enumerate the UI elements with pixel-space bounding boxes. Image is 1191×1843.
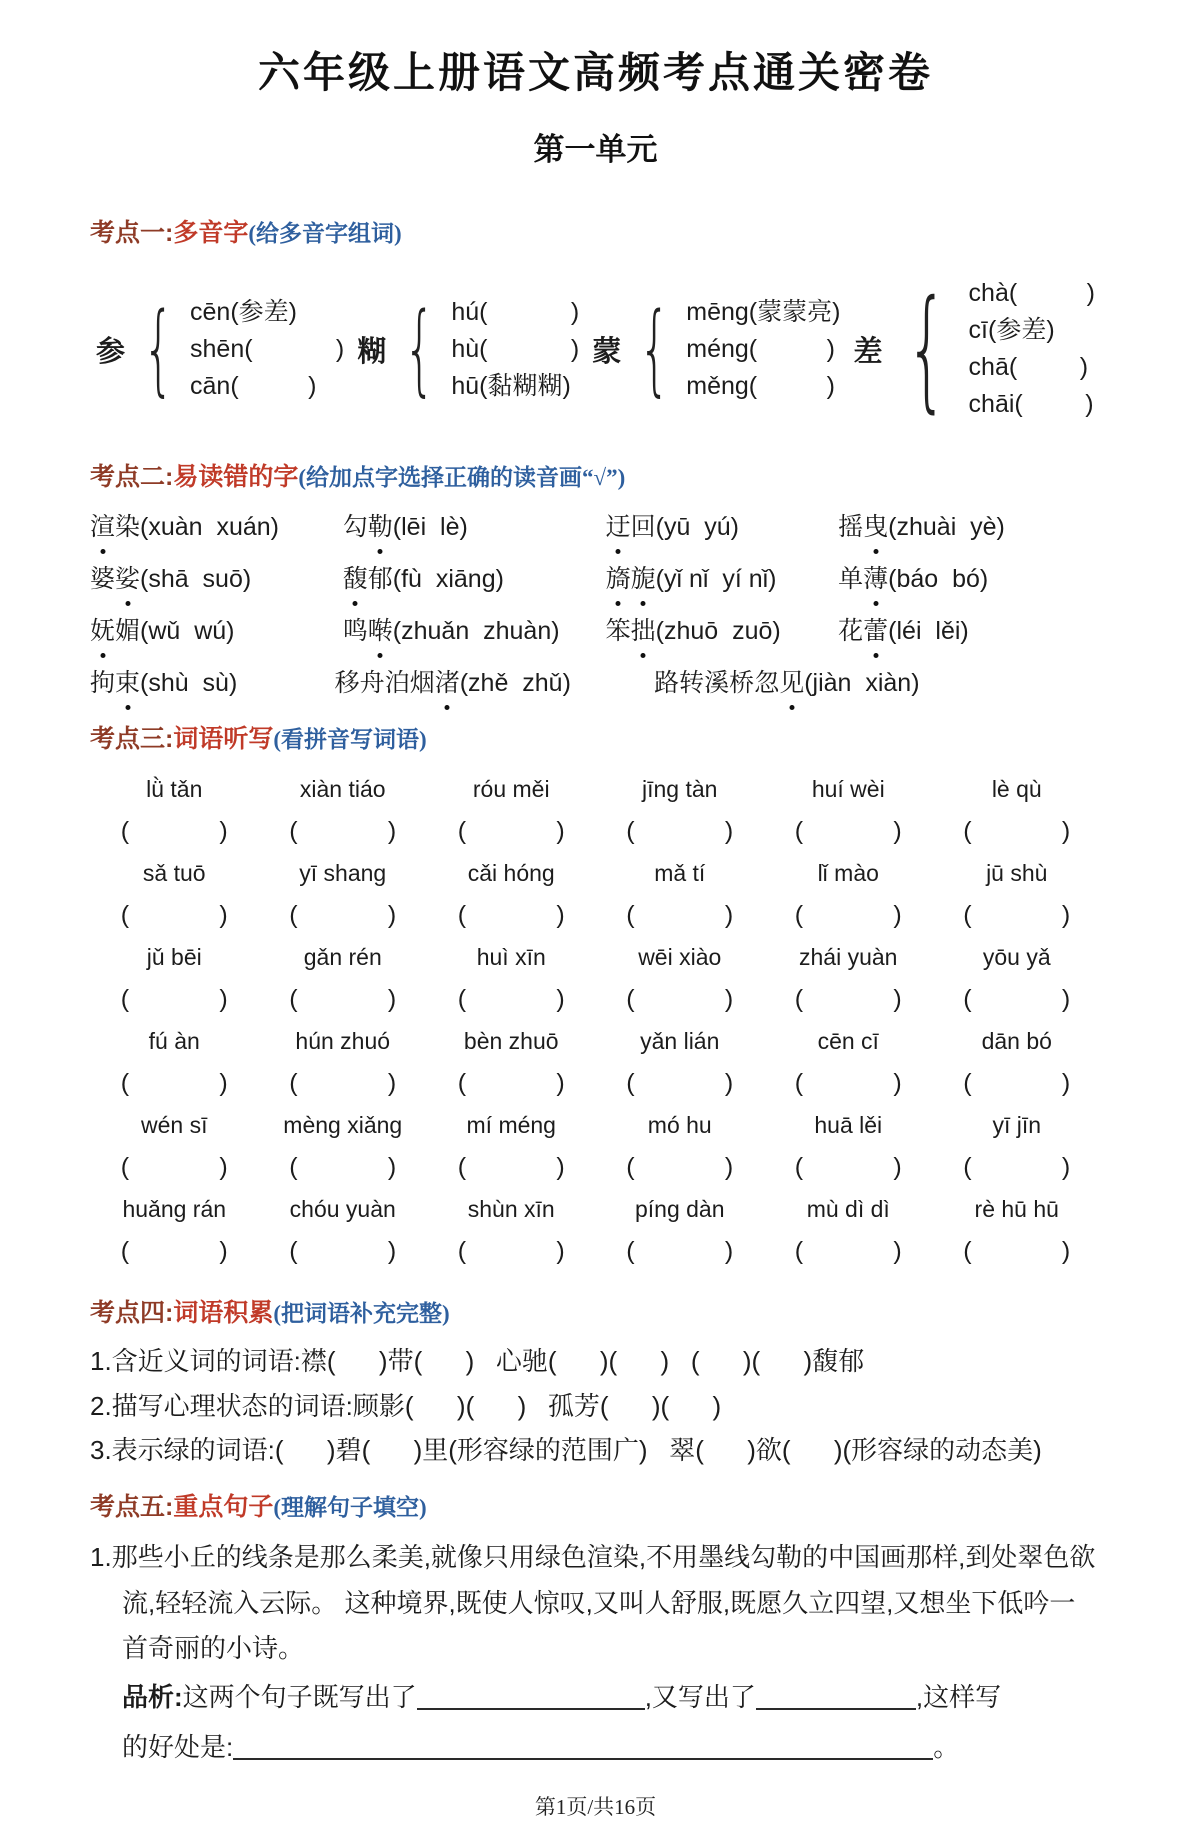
misread-grid (90, 507, 1101, 647)
answer-parentheses: ( ) (794, 1237, 902, 1265)
misread-word (90, 507, 343, 543)
answer-parentheses: ( ) (120, 985, 228, 1013)
dictation-row (90, 1027, 1101, 1098)
polyphonic-row (90, 273, 1101, 425)
dotted-character: 娑 (115, 559, 140, 595)
analysis-text-4: 的好处是: (122, 1732, 234, 1763)
accumulation-line-mental-state: 2.描写心理状态的词语:顾影( )( ) 孤芳( )( ) (90, 1390, 722, 1421)
section-hint: (理解句子填空) (273, 1495, 427, 1521)
section-header-dictation (90, 719, 1101, 755)
pinyin-label: cēn cī (817, 1028, 879, 1054)
polyphonic-entry: hū(黏糊糊) (451, 371, 571, 400)
answer-parentheses: ( ) (120, 1237, 228, 1265)
polyphonic-character: 糊 (357, 335, 387, 368)
answer-parentheses: ( ) (626, 985, 734, 1013)
page-footer: 第1页/共16页 (534, 1795, 657, 1820)
dictation-cell (933, 775, 1102, 846)
dictation-cell (259, 943, 428, 1014)
answer-parentheses: ( ) (794, 817, 902, 845)
brace-icon: { (905, 272, 948, 426)
key-sentence (90, 1535, 1101, 1672)
dictation-cell (764, 1111, 933, 1182)
dictation-cell (427, 1195, 596, 1266)
pinyin-label: huǎng rán (122, 1196, 227, 1222)
dictation-cell (90, 1027, 259, 1098)
section-hint: (给加点字选择正确的读音画“√”) (298, 465, 626, 490)
dotted-character: 渚 (435, 663, 460, 699)
section-title: 重点句子 (173, 1493, 274, 1522)
polyphonic-group (592, 291, 841, 407)
page-subtitle: 第一单元 (533, 132, 658, 167)
pinyin-options: (yǐ nǐ yí nǐ) (655, 565, 777, 593)
dictation-row (90, 943, 1101, 1014)
dotted-character: 旖 (606, 559, 631, 595)
character: 婆 (90, 565, 116, 593)
polyphonic-entry: cēn(参差) (190, 297, 297, 326)
dictation-row (90, 775, 1101, 846)
section-label: 考点四: (90, 1299, 174, 1327)
misread-word (606, 559, 839, 595)
polyphonic-entries (969, 275, 1095, 423)
answer-parentheses: ( ) (626, 1153, 734, 1181)
polyphonic-group (96, 291, 345, 407)
pinyin-options: (yū yú) (655, 513, 739, 541)
item-number: 1. (90, 1542, 112, 1573)
misread-word (606, 611, 839, 647)
pinyin-options: (zhě zhǔ) (459, 669, 571, 697)
pinyin-label: lǐ mào (817, 860, 879, 886)
dictation-cell (90, 1111, 259, 1182)
section-header-key-sentences (90, 1487, 1101, 1523)
pinyin-label: lè qù (991, 776, 1042, 802)
pinyin-label: fú àn (148, 1028, 200, 1054)
pinyin-options: (báo bó) (888, 565, 989, 593)
analysis-text-1: 这两个句子既写出了 (182, 1681, 417, 1712)
pinyin-label: mí méng (466, 1112, 556, 1138)
answer-parentheses: ( ) (289, 985, 397, 1013)
misread-word (343, 507, 606, 543)
dictation-row (90, 1195, 1101, 1266)
dictation-cell (259, 1027, 428, 1098)
section-label: 考点二: (90, 463, 174, 491)
analysis-period: 。 (933, 1732, 960, 1763)
dictation-cell (764, 859, 933, 930)
misread-word (90, 663, 335, 699)
section-title: 易读错的字 (173, 463, 299, 491)
answer-parentheses: ( ) (794, 1153, 902, 1181)
pinyin-options: (shù sù) (140, 669, 238, 697)
dictation-cell (764, 1195, 933, 1266)
dictation-cell (933, 1111, 1102, 1182)
pinyin-options: (xuàn xuán) (140, 513, 279, 541)
character: 鸣 (342, 617, 368, 645)
polyphonic-entries (686, 294, 840, 405)
section-title: 多音字 (173, 219, 249, 247)
polyphonic-entries (190, 294, 344, 405)
analysis-text-3: ,这样写 (915, 1681, 1002, 1712)
polyphonic-entry: hù( ) (451, 334, 580, 363)
dotted-character: 勒 (368, 507, 393, 543)
misread-word (606, 507, 839, 543)
section-hint: (给多音字组词) (248, 221, 402, 246)
dictation-cell (933, 859, 1102, 930)
character: 泊 (384, 669, 410, 697)
dotted-character: 旎 (631, 559, 656, 595)
answer-parentheses: ( ) (963, 1069, 1071, 1097)
dictation-cell (764, 1027, 933, 1098)
pinyin-label: mó hu (647, 1112, 712, 1138)
pinyin-label: huí wèi (811, 776, 885, 802)
dotted-character: 曳 (863, 507, 888, 543)
brace-icon: { (639, 291, 671, 407)
dictation-cell (596, 859, 765, 930)
dictation-cell (427, 859, 596, 930)
section-header-polyphonic (90, 213, 1101, 249)
polyphonic-character: 参 (96, 335, 126, 368)
pinyin-label: hún zhuó (295, 1028, 391, 1054)
character: 拘 (90, 669, 116, 697)
dictation-cell (596, 1195, 765, 1266)
dotted-character: 拙 (631, 611, 656, 647)
section-label: 考点三: (90, 725, 174, 753)
section-header-accumulation (90, 1293, 1101, 1329)
pinyin-options: (zhuǎn zhuàn) (392, 617, 560, 645)
pinyin-label: jīng tàn (642, 776, 718, 802)
pinyin-label: wén sī (141, 1112, 208, 1138)
answer-parentheses: ( ) (963, 1237, 1071, 1265)
misread-word (838, 559, 1101, 595)
dotted-character: 薄 (863, 559, 888, 595)
dictation-cell (596, 775, 765, 846)
dictation-row (90, 859, 1101, 930)
answer-parentheses: ( ) (457, 1153, 565, 1181)
brace-icon: { (142, 291, 175, 407)
misread-word (838, 611, 1101, 647)
polyphonic-group (357, 291, 580, 407)
answer-parentheses: ( ) (457, 985, 565, 1013)
page-title: 六年级上册语文高频考点通关密卷 (257, 49, 933, 96)
pinyin-options: (léi lěi) (888, 617, 969, 645)
answer-parentheses: ( ) (963, 901, 1071, 929)
pinyin-label: jǔ bēi (146, 944, 202, 970)
answer-parentheses: ( ) (457, 817, 565, 845)
section-label: 考点五: (90, 1493, 174, 1522)
answer-parentheses: ( ) (626, 1069, 734, 1097)
pinyin-options: (jiàn xiàn) (804, 669, 920, 697)
section-header-misread (90, 457, 1101, 493)
dotted-character: 迂 (606, 507, 631, 543)
pinyin-label: xiàn tiáo (299, 776, 386, 802)
answer-parentheses: ( ) (626, 901, 734, 929)
answer-parentheses: ( ) (289, 1153, 397, 1181)
pinyin-label: mù dì dì (806, 1196, 890, 1222)
dictation-cell (764, 943, 933, 1014)
dictation-cell (933, 943, 1102, 1014)
polyphonic-entry: chāi( ) (968, 390, 1094, 418)
character: 移 (334, 669, 360, 697)
character: 勾 (342, 513, 368, 541)
brace-icon: { (404, 291, 436, 407)
dictation-cell (427, 943, 596, 1014)
answer-parentheses: ( ) (120, 1069, 228, 1097)
section-label: 考点一: (90, 219, 174, 247)
polyphonic-entry: cī(参差) (968, 316, 1055, 344)
pinyin-label: yī jīn (992, 1112, 1042, 1138)
accumulation-line-synonyms: 1.含近义词的词语:襟( )带( ) 心驰( )( ) ( )( )馥郁 (90, 1346, 865, 1376)
section-hint: (看拼音写词语) (273, 727, 427, 752)
sentence-text: 那些小丘的线条是那么柔美,就像只用绿色渲染,不用墨线勾勒的中国画那样,到处翠色欲流,轻轻流入云际。 这种境界,既使人惊叹,又叫人舒服,既愿久立四望,又想坐下低吟一首奇丽的小诗。 (111, 1542, 1096, 1664)
dotted-character: 妩 (90, 611, 115, 647)
pinyin-label: huì xīn (476, 944, 546, 970)
pinyin-options: (zhuō zuō) (655, 617, 781, 645)
pinyin-options: (zhuài yè) (888, 513, 1005, 541)
misread-word (654, 663, 1101, 699)
dictation-cell (427, 1027, 596, 1098)
pinyin-label: gǎn rén (303, 944, 382, 970)
character: 忽 (754, 669, 780, 697)
polyphonic-entry: chā( ) (968, 353, 1089, 381)
dictation-row (90, 1111, 1101, 1182)
dictation-cell (90, 943, 259, 1014)
pinyin-options: (lēi lè) (392, 513, 468, 541)
dotted-character: 蕾 (863, 611, 888, 647)
pinyin-label: sǎ tuō (142, 860, 206, 886)
misread-word (90, 559, 343, 595)
polyphonic-group (853, 272, 1095, 426)
dictation-cell (259, 1195, 428, 1266)
character: 摇 (838, 513, 864, 541)
dictation-cell (90, 859, 259, 930)
character: 单 (838, 565, 864, 593)
dotted-character: 见 (779, 663, 804, 699)
answer-parentheses: ( ) (794, 985, 902, 1013)
dictation-cell (933, 1195, 1102, 1266)
character: 染 (115, 513, 141, 541)
polyphonic-entry: cān( ) (190, 371, 317, 400)
answer-parentheses: ( ) (457, 1237, 565, 1265)
dictation-cell (90, 775, 259, 846)
dictation-cell (427, 775, 596, 846)
pinyin-label: yī shang (299, 860, 387, 886)
section-title: 词语积累 (173, 1299, 274, 1327)
dictation-cell (933, 1027, 1102, 1098)
section-hint: (把词语补充完整) (273, 1301, 450, 1326)
pinyin-label: mèng xiǎng (283, 1112, 403, 1138)
pinyin-label: jū shù (986, 860, 1048, 886)
pinyin-label: píng dàn (634, 1196, 725, 1222)
section-title: 词语听写 (173, 725, 274, 753)
character: 回 (630, 513, 656, 541)
answer-blank-1 (417, 1684, 645, 1710)
pinyin-label: wēi xiào (638, 944, 722, 970)
answer-parentheses: ( ) (794, 1069, 902, 1097)
answer-parentheses: ( ) (794, 901, 902, 929)
character: 花 (838, 617, 864, 645)
misread-word (343, 611, 606, 647)
dictation-cell (259, 775, 428, 846)
misread-last-row (90, 663, 1101, 699)
pinyin-label: dān bó (981, 1028, 1052, 1054)
answer-parentheses: ( ) (626, 1237, 734, 1265)
answer-blank-3 (233, 1734, 933, 1760)
character: 烟 (409, 669, 435, 697)
dictation-cell (259, 1111, 428, 1182)
misread-word (335, 663, 654, 699)
answer-parentheses: ( ) (289, 817, 397, 845)
polyphonic-character: 蒙 (592, 335, 622, 368)
polyphonic-entry: shēn( ) (190, 334, 345, 363)
dotted-character: 束 (115, 663, 140, 699)
dotted-character: 啭 (368, 611, 393, 647)
pinyin-label: shùn xīn (467, 1196, 555, 1222)
analysis-label: 品析: (122, 1681, 183, 1712)
dotted-character: 渲 (90, 507, 115, 543)
character: 转 (679, 669, 705, 697)
dictation-cell (596, 1027, 765, 1098)
pinyin-options: (wǔ wú) (140, 617, 235, 645)
character: 溪 (704, 669, 730, 697)
character: 媚 (115, 617, 141, 645)
pinyin-label: mǎ tí (654, 860, 706, 886)
pinyin-label: lǜ tǎn (146, 776, 203, 802)
answer-parentheses: ( ) (120, 901, 228, 929)
polyphonic-entries (451, 294, 579, 405)
answer-parentheses: ( ) (120, 1153, 228, 1181)
polyphonic-character: 差 (853, 335, 883, 368)
analysis-text-2: ,又写出了 (644, 1681, 756, 1712)
answer-parentheses: ( ) (963, 985, 1071, 1013)
dictation-cell (90, 1195, 259, 1266)
misread-word (838, 507, 1101, 543)
answer-parentheses: ( ) (289, 901, 397, 929)
dictation-cell (259, 859, 428, 930)
dictation-cell (596, 943, 765, 1014)
pinyin-label: yǎn lián (640, 1028, 720, 1054)
pinyin-label: bèn zhuō (463, 1028, 559, 1054)
answer-blank-2 (756, 1684, 916, 1710)
polyphonic-entry: chà( ) (968, 279, 1095, 307)
character: 笨 (605, 617, 631, 645)
pinyin-options: (shā suō) (140, 565, 252, 593)
character: 舟 (359, 669, 385, 697)
pinyin-label: zhái yuàn (799, 944, 898, 970)
analysis-paragraph (90, 1672, 1101, 1773)
answer-parentheses: ( ) (626, 817, 734, 845)
answer-parentheses: ( ) (963, 817, 1071, 845)
answer-parentheses: ( ) (120, 817, 228, 845)
misread-word (90, 611, 343, 647)
character: 路 (654, 669, 680, 697)
polyphonic-entry: mēng(蒙蒙亮) (686, 297, 841, 326)
pinyin-label: cǎi hóng (467, 860, 555, 886)
pinyin-label: yōu yǎ (982, 944, 1051, 970)
pinyin-label: róu měi (472, 776, 550, 802)
dictation-cell (764, 775, 933, 846)
polyphonic-entry: méng( ) (686, 334, 835, 363)
character: 桥 (729, 669, 755, 697)
dotted-character: 馥 (343, 559, 368, 595)
pinyin-label: huā lěi (814, 1112, 883, 1138)
pinyin-label: rè hū hū (974, 1196, 1059, 1222)
pinyin-label: chóu yuàn (289, 1196, 396, 1222)
answer-parentheses: ( ) (289, 1069, 397, 1097)
dictation-cell (596, 1111, 765, 1182)
answer-parentheses: ( ) (289, 1237, 397, 1265)
accumulation-line-green-words: 3.表示绿的词语:( )碧( )里(形容绿的范围广) 翠( )欲( )(形容绿的动态美) (90, 1435, 1042, 1466)
answer-parentheses: ( ) (457, 901, 565, 929)
answer-parentheses: ( ) (457, 1069, 565, 1097)
pinyin-options: (fù xiāng) (392, 565, 504, 593)
polyphonic-entry: hú( ) (451, 297, 580, 326)
dictation-grid (90, 775, 1101, 1279)
character: 郁 (367, 565, 393, 593)
misread-word (343, 559, 606, 595)
answer-parentheses: ( ) (963, 1153, 1071, 1181)
dictation-cell (427, 1111, 596, 1182)
polyphonic-entry: měng( ) (686, 371, 835, 400)
